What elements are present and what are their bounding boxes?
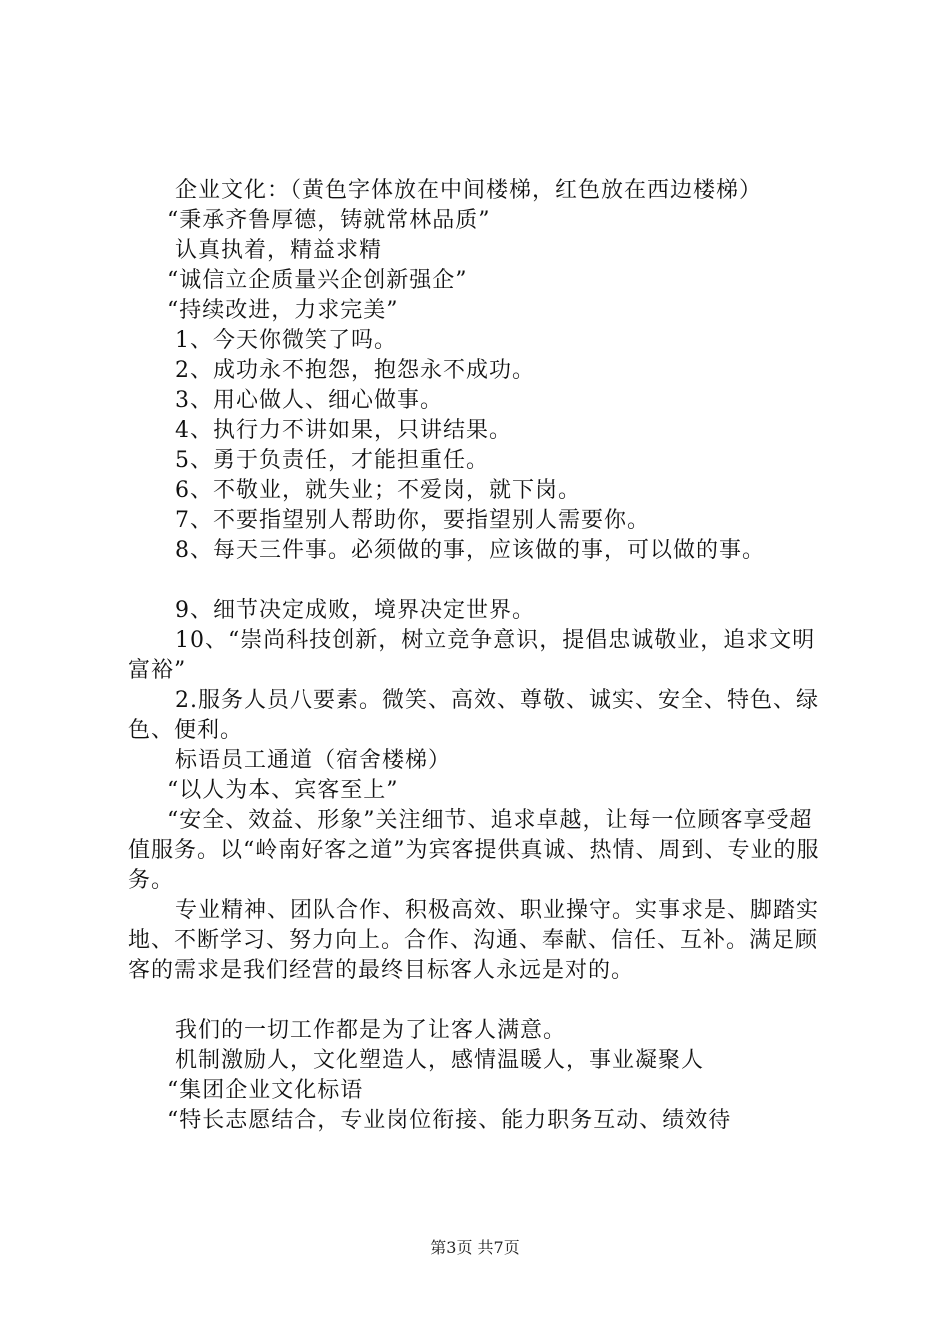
- paragraph: “诚信立企质量兴企创新强企”: [167, 268, 468, 293]
- paragraph: “集团企业文化标语: [167, 1078, 364, 1103]
- list-item: 6、不敬业，就失业；不爱岗，就下岗。: [175, 478, 581, 503]
- paragraph: 机制激励人，文化塑造人，感情温暖人，事业凝聚人: [175, 1048, 705, 1073]
- paragraph: “以人为本、宾客至上”: [167, 778, 399, 803]
- list-item: 9、细节决定成败，境界决定世界。: [175, 598, 535, 623]
- document-body: [128, 176, 833, 1136]
- paragraph: “秉承齐鲁厚德，铸就常林品质”: [167, 208, 491, 233]
- list-item: 1、今天你微笑了吗。: [175, 328, 397, 353]
- paragraph: “持续改进，力求完美”: [167, 298, 399, 323]
- list-item: 4、执行力不讲如果，只讲结果。: [175, 418, 512, 443]
- paragraph: 标语员工通道（宿舍楼梯）: [175, 748, 452, 773]
- paragraph: 我们的一切工作都是为了让客人满意。: [175, 1018, 567, 1043]
- list-item: 10、“崇尚科技创新，树立竞争意识，提倡忠诚敬业，追求文明富裕”: [128, 628, 816, 683]
- paragraph: 认真执着，精益求精: [175, 238, 383, 263]
- page-footer: [0, 1238, 950, 1258]
- list-item: 7、不要指望别人帮助你，要指望别人需要你。: [175, 508, 650, 533]
- paragraph: 专业精神、团队合作、积极高效、职业操守。实事求是、脚踏实地、不断学习、努力向上。合作、沟通、奉献、信任、互补。满足顾客的需求是我们经营的最终目标客人永远是对的。: [128, 898, 820, 983]
- list-item: 5、勇于负责任，才能担重任。: [175, 448, 489, 473]
- list-item: 8、每天三件事。必须做的事，应该做的事，可以做的事。: [175, 538, 765, 563]
- blank-line: [128, 986, 833, 1016]
- paragraph: 2.服务人员八要素。微笑、高效、尊敬、诚实、安全、特色、绿色、便利。: [128, 688, 819, 743]
- list-item: 3、用心做人、细心做事。: [175, 388, 443, 413]
- paragraph: “特长志愿结合，专业岗位衔接、能力职务互动、绩效待: [167, 1108, 732, 1133]
- page-number: 第3页 共7页: [430, 1238, 520, 1257]
- paragraph: “安全、效益、形象”关注细节、追求卓越，让每一位顾客享受超值服务。以“岭南好客之道”为宾客提供真诚、热情、周到、专业的服务。: [128, 808, 820, 893]
- paragraph: 企业文化：（黄色字体放在中间楼梯，红色放在西边楼梯）: [175, 178, 763, 203]
- list-item: 2、成功永不抱怨，抱怨永不成功。: [175, 358, 535, 383]
- blank-line: [128, 566, 833, 596]
